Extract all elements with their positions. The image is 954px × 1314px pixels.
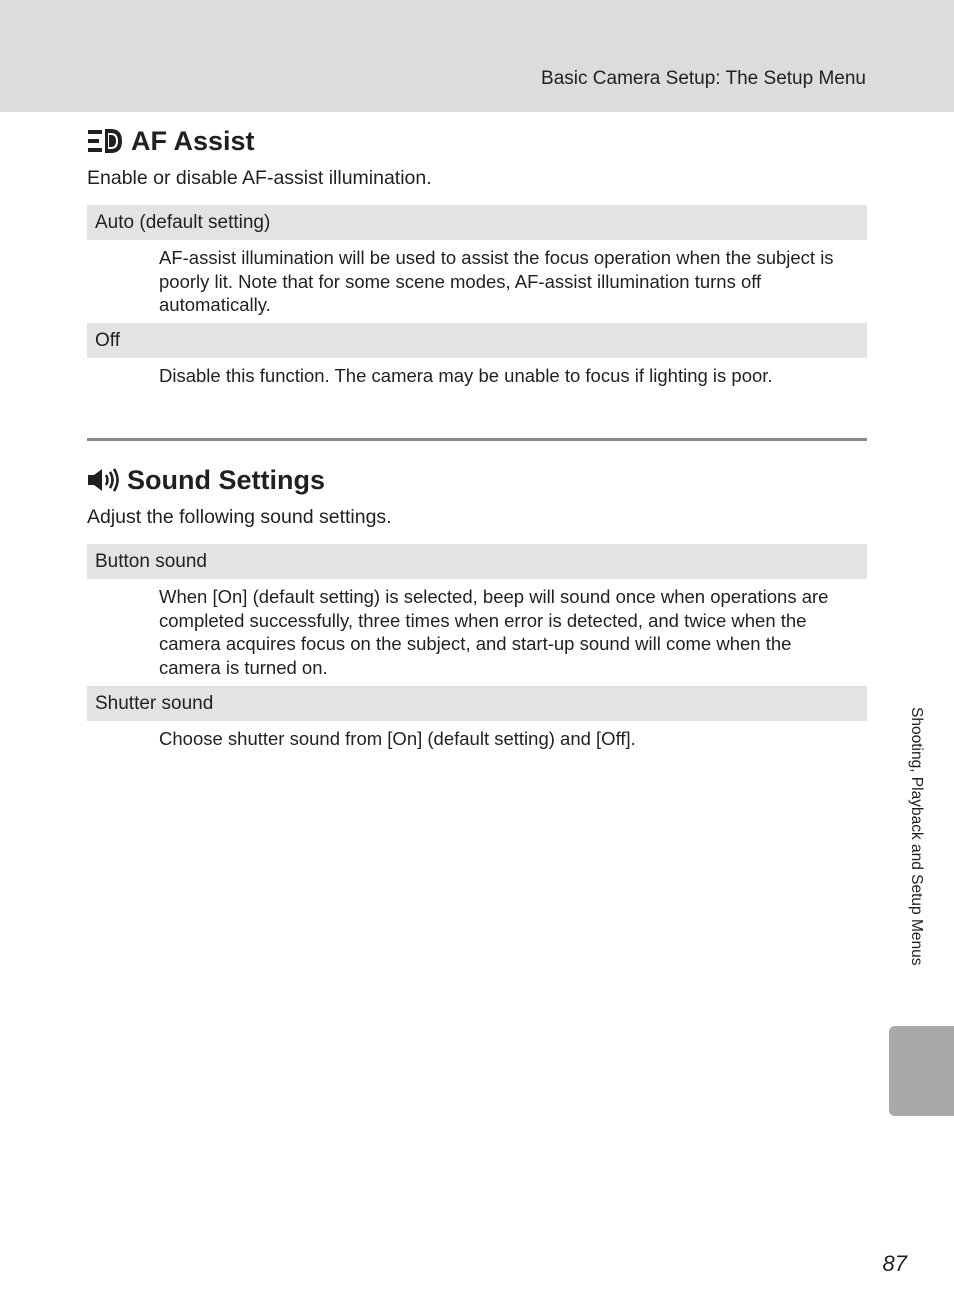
page-number: 87 bbox=[882, 1251, 907, 1276]
af-assist-icon bbox=[87, 128, 123, 154]
option-description-off: Disable this function. The camera may be unable to focus if lighting is poor. bbox=[159, 365, 773, 386]
af-assist-intro: Enable or disable AF-assist illumination. bbox=[87, 167, 432, 189]
speaker-icon bbox=[87, 467, 119, 493]
sound-settings-section bbox=[87, 460, 867, 751]
option-description-button-sound: When [On] (default setting) is selected, beep will sound once when operations are completed successfully, three times when error is detected, and twice when the camera acquires focus on the subject, and start-up sound will come when the camera is turned on. bbox=[159, 586, 829, 678]
option-label-button-sound: Button sound bbox=[87, 544, 867, 579]
af-assist-section bbox=[87, 121, 867, 388]
af-assist-heading bbox=[87, 121, 867, 161]
option-label-off: Off bbox=[87, 323, 867, 358]
section-divider bbox=[87, 438, 867, 441]
sound-settings-intro: Adjust the following sound settings. bbox=[87, 506, 392, 528]
running-header-title: Basic Camera Setup: The Setup Menu bbox=[541, 68, 866, 89]
header-band bbox=[0, 0, 954, 112]
sound-settings-title: Sound Settings bbox=[127, 464, 325, 495]
sound-settings-option-list bbox=[87, 544, 867, 751]
side-tab-label: Shooting, Playback and Setup Menus bbox=[908, 707, 925, 966]
af-assist-option-list bbox=[87, 205, 867, 388]
af-assist-title: AF Assist bbox=[131, 125, 255, 156]
sound-settings-heading bbox=[87, 460, 867, 500]
option-description-auto: AF-assist illumination will be used to assist the focus operation when the subject is poorly lit. Note that for some scene modes, AF-assist illumination turns off automatically. bbox=[159, 247, 834, 315]
option-label-auto: Auto (default setting) bbox=[87, 205, 867, 240]
option-label-shutter-sound: Shutter sound bbox=[87, 686, 867, 721]
side-tab-marker bbox=[889, 1026, 954, 1116]
option-description-shutter-sound: Choose shutter sound from [On] (default setting) and [Off]. bbox=[159, 728, 636, 749]
